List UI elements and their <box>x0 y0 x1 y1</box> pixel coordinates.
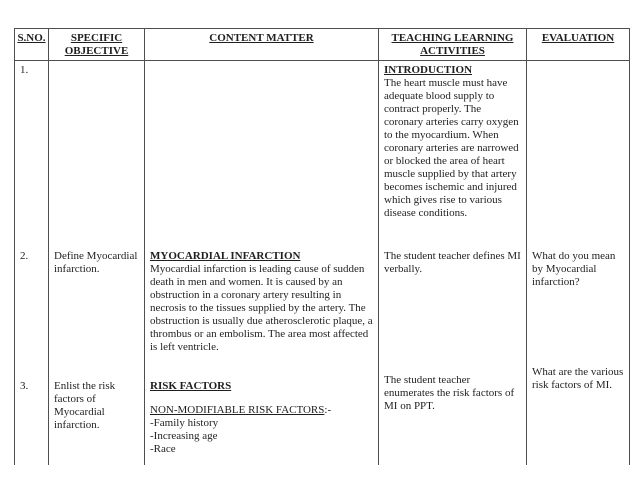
serial-number: 1. <box>20 64 29 76</box>
cell-evaluation <box>527 61 630 247</box>
objective-text: Define Myocardial infarction. <box>54 249 138 275</box>
table-row <box>15 364 630 465</box>
cell-sno <box>15 61 49 247</box>
content-heading: RISK FACTORS <box>150 379 232 392</box>
cell-teaching-activities <box>379 247 527 364</box>
header-evaluation: EVALUATION <box>527 29 630 61</box>
header-teaching-learning-activities: TEACHING LEARNING ACTIVITIES <box>379 29 527 61</box>
table-row <box>15 247 630 364</box>
serial-number: 3. <box>20 379 29 392</box>
content-subheading: NON-MODIFIABLE RISK FACTORS <box>150 403 325 416</box>
cell-content-matter <box>145 247 379 364</box>
cell-evaluation <box>527 364 630 465</box>
risk-factor-item: -Race <box>150 442 176 455</box>
risk-factor-item: -Family history <box>150 416 219 429</box>
activity-heading: INTRODUCTION <box>384 64 473 76</box>
header-content-matter: CONTENT MATTER <box>145 29 379 61</box>
activity-paragraph: The student teacher enumerates the risk factors of MI on PPT. <box>384 373 515 412</box>
header-specific-objective: SPECIFIC OBJECTIVE <box>49 29 145 61</box>
activity-paragraph: The student teacher defines MI verbally. <box>384 249 521 275</box>
activity-paragraph: The heart muscle must have adequate blood supply to contract properly. The coronary arteries carry oxygen to the myocardium. When coronary arteries are narrowed or blocked the area of heart muscle supplied by that artery becomes ischemic and injured which gives rise to various disease conditions. <box>384 77 519 219</box>
cell-specific-objective <box>49 61 145 247</box>
cell-teaching-activities <box>379 364 527 465</box>
evaluation-question: What do you mean by Myocardial infarction? <box>532 249 616 288</box>
objective-text: Enlist the risk factors of Myocardial infarction. <box>54 379 116 431</box>
table-header-row <box>15 29 630 61</box>
cell-specific-objective <box>49 364 145 465</box>
risk-factor-item: -Increasing age <box>150 429 218 442</box>
header-sno: S.NO. <box>15 29 49 61</box>
content-heading: MYOCARDIAL INFARCTION <box>150 249 301 262</box>
lesson-plan-table <box>14 28 630 465</box>
cell-specific-objective <box>49 247 145 364</box>
content-paragraph: Myocardial infarction is leading cause of sudden death in men and women. It is caused by an obstruction in a coronary artery resulting in necrosis to the tissues supplied by the artery. The obstruction is usually due atherosclerotic plaque, a thrombus or an embolism. The area most affected is left ventricle. <box>150 262 373 353</box>
content-subheading-suffix: :- <box>324 403 332 416</box>
table-row <box>15 61 630 247</box>
cell-content-matter <box>145 61 379 247</box>
cell-teaching-activities <box>379 61 527 247</box>
cell-sno <box>15 247 49 364</box>
content-subheading-line <box>150 404 373 417</box>
cell-content-matter <box>145 364 379 465</box>
evaluation-question: What are the various risk factors of MI. <box>532 365 624 391</box>
cell-sno <box>15 364 49 465</box>
serial-number: 2. <box>20 249 29 262</box>
cell-evaluation <box>527 247 630 364</box>
